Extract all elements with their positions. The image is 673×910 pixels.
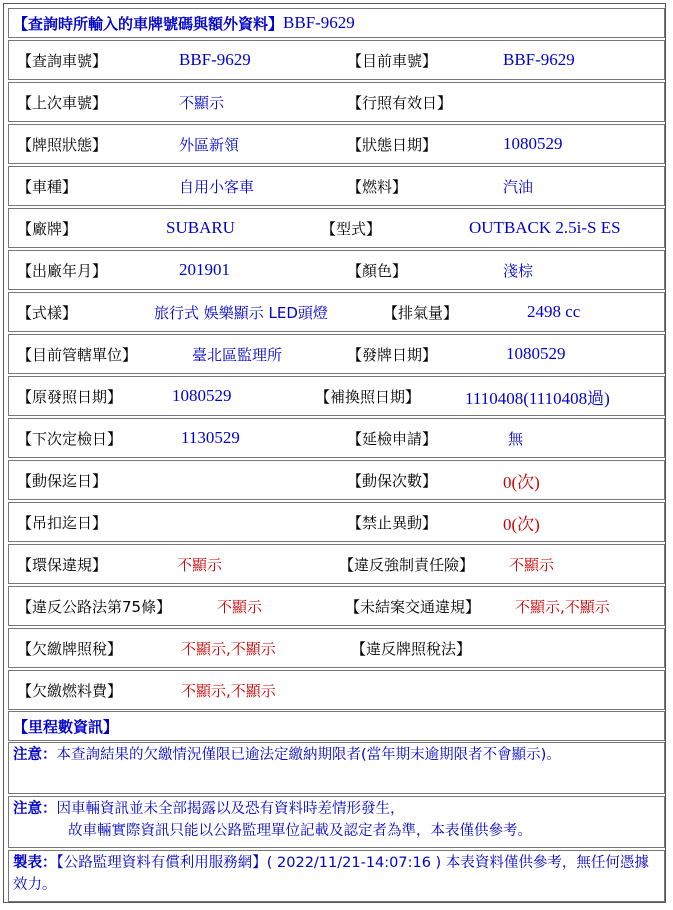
- header-title-text: 【查詢時所輸入的車牌號碼與額外資料】: [13, 14, 284, 33]
- table-row: [8, 628, 665, 668]
- field-label: 【目前管轄單位】: [17, 345, 138, 364]
- field-value: 不顯示,不顯示: [515, 597, 610, 616]
- field-value: SUBARU: [166, 218, 235, 237]
- field-value: 無: [508, 429, 524, 448]
- note-3: [8, 850, 665, 902]
- note-2-line2: 故車輛實際資訊只能以公路監理單位記載及認定者為準，本表僅供參考。: [68, 823, 532, 839]
- field-label: 【行照有效日】: [347, 93, 453, 112]
- note-1: [8, 742, 665, 794]
- table-row: [8, 82, 665, 122]
- field-value: 自用小客車: [179, 177, 255, 196]
- field-label: 【補換照日期】: [315, 387, 421, 406]
- field-value: 201901: [179, 260, 230, 279]
- field-label: 【式樣】: [17, 303, 78, 322]
- field-value: 不顯示: [177, 555, 223, 574]
- field-label: 【違反強制責任險】: [339, 555, 475, 574]
- field-label: 【下次定檢日】: [17, 429, 123, 448]
- table-row: [8, 418, 665, 458]
- field-value: BBF-9629: [179, 50, 251, 69]
- table-row: [8, 166, 665, 206]
- field-value: OUTBACK 2.5i-S ES: [469, 218, 621, 237]
- note-2-line1: 因車輛資訊並未全部揭露以及恐有資料時差情形發生，: [56, 801, 405, 817]
- field-label: 【查詢車號】: [17, 51, 108, 70]
- mileage-title: 【里程數資訊】: [13, 717, 119, 736]
- header-plate: BBF-9629: [283, 13, 355, 32]
- field-label: 【出廠年月】: [17, 261, 108, 280]
- note-1-text: 本查詢結果的欠繳情況僅限已逾法定繳納期限者(當年期末逾期限者不會顯示)。: [56, 747, 561, 763]
- field-value: 1080529: [503, 134, 563, 153]
- field-label: 【顏色】: [347, 261, 408, 280]
- field-value: 0(次): [503, 472, 540, 492]
- field-label: 【排氣量】: [383, 303, 459, 322]
- note-3-text: 【公路監理資料有償利用服務網】( 2022/11/21-14:07:16 ) 本表資料僅供參考，無任何憑據效力。: [13, 855, 649, 893]
- table-row: [8, 670, 665, 710]
- field-label: 【吊扣迄日】: [17, 513, 108, 532]
- field-value: 不顯示: [509, 555, 555, 574]
- field-label: 【違反公路法第75條】: [17, 597, 172, 616]
- table-row: [8, 40, 665, 80]
- note-2-label: 注意：: [13, 801, 57, 817]
- field-label: 【牌照狀態】: [17, 135, 108, 154]
- field-label: 【欠繳燃料費】: [17, 681, 123, 700]
- mileage-row: [8, 711, 665, 741]
- field-value: 1130529: [181, 428, 240, 447]
- field-value: 2498 cc: [527, 302, 581, 321]
- field-value: 不顯示: [217, 597, 263, 616]
- table-row: [8, 334, 665, 374]
- header-title: [13, 9, 355, 37]
- note-2: [8, 796, 665, 848]
- table-row: [8, 208, 665, 248]
- field-label: 【燃料】: [347, 177, 408, 196]
- table-row: [8, 544, 665, 584]
- field-label: 【延檢申請】: [347, 429, 438, 448]
- field-value: 1080529: [506, 344, 566, 363]
- field-value: 臺北區監理所: [192, 345, 283, 364]
- table-row: [8, 124, 665, 164]
- table-row: [8, 502, 665, 542]
- field-label: 【環保違規】: [17, 555, 108, 574]
- field-value: 淺棕: [503, 261, 534, 280]
- note-1-label: 注意：: [13, 747, 57, 763]
- field-label: 【型式】: [321, 219, 382, 238]
- field-value: BBF-9629: [503, 50, 575, 69]
- field-value: 不顯示,不顯示: [181, 639, 276, 658]
- field-label: 【上次車號】: [17, 93, 108, 112]
- field-label: 【欠繳牌照稅】: [17, 639, 123, 658]
- field-value: 不顯示,不顯示: [181, 681, 276, 700]
- field-value: 汽油: [503, 177, 534, 196]
- field-label: 【動保次數】: [347, 471, 438, 490]
- field-label: 【動保迄日】: [17, 471, 108, 490]
- table-row: [8, 376, 665, 416]
- field-value: 1110408(1110408過): [465, 388, 610, 408]
- table-row: [8, 586, 665, 626]
- table-row: [8, 250, 665, 290]
- field-label: 【原發照日期】: [17, 387, 123, 406]
- note-3-label: 製表：: [13, 855, 57, 871]
- field-label: 【違反牌照稅法】: [351, 639, 472, 658]
- field-label: 【車種】: [17, 177, 78, 196]
- header-row: [8, 8, 665, 38]
- field-value: 不顯示: [179, 93, 225, 112]
- table-row: [8, 292, 665, 332]
- field-value: 1080529: [172, 386, 232, 405]
- field-label: 【目前車號】: [347, 51, 438, 70]
- field-value: 0(次): [503, 514, 540, 534]
- field-value: 旅行式 娛樂顯示 LED頭燈: [154, 303, 328, 322]
- field-label: 【未結案交通違規】: [345, 597, 481, 616]
- field-label: 【狀態日期】: [347, 135, 438, 154]
- field-label: 【發牌日期】: [347, 345, 438, 364]
- field-label: 【禁止異動】: [347, 513, 438, 532]
- table-row: [8, 460, 665, 500]
- field-label: 【廠牌】: [17, 219, 78, 238]
- field-value: 外區新領: [179, 135, 240, 154]
